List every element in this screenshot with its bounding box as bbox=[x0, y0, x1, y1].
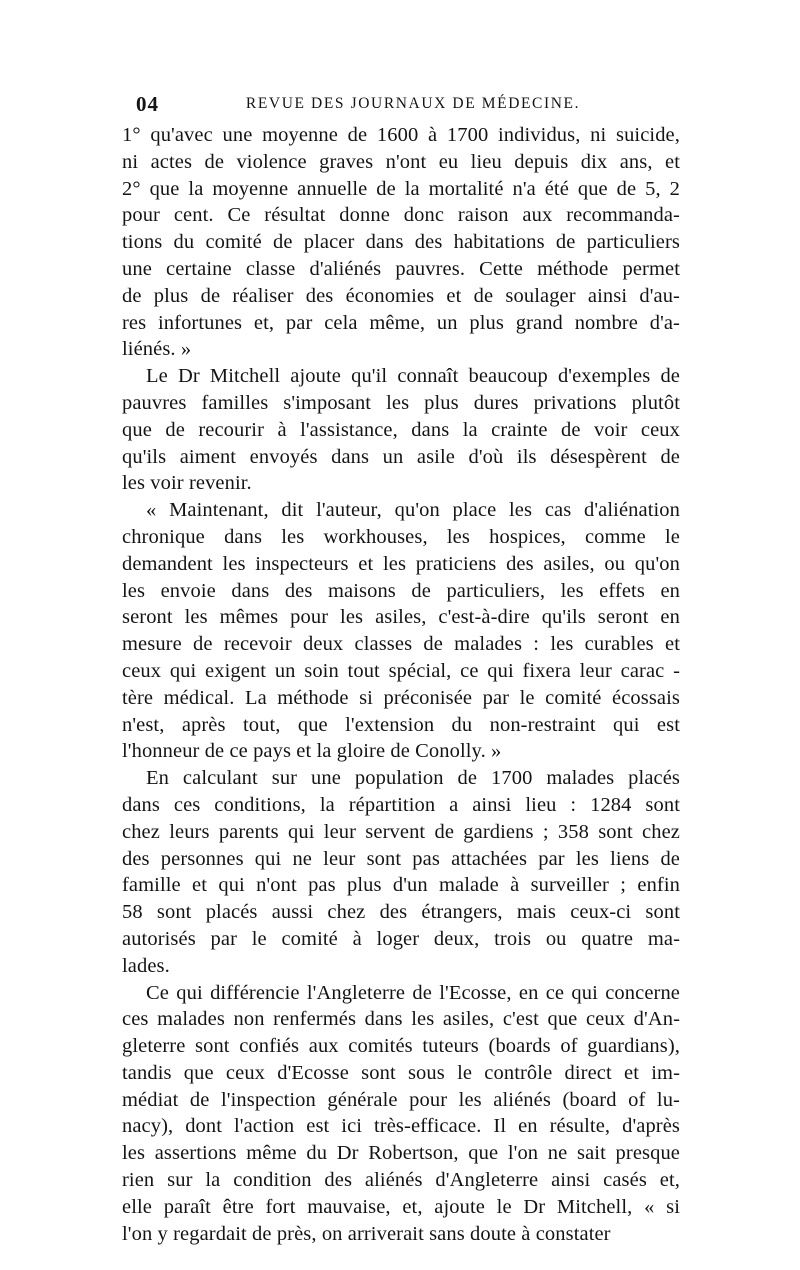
text-line: tions du comité de placer dans des habitations de particuliers bbox=[122, 231, 680, 254]
text-line: pauvres familles s'imposant les plus dures privations plutôt bbox=[122, 391, 680, 414]
text-line: lades. bbox=[122, 954, 170, 977]
text-line: tère médical. La méthode si préconisée par le comité écossais bbox=[122, 686, 680, 709]
page-number: 04 bbox=[136, 92, 159, 116]
text-line: ni actes de violence graves n'ont eu lieu depuis dix ans, et bbox=[122, 150, 680, 173]
text-line: dans ces conditions, la répartition a ainsi lieu : 1284 sont bbox=[122, 793, 680, 816]
text-line: elle paraît être fort mauvaise, et, ajoute le Dr Mitchell, « si bbox=[122, 1195, 680, 1218]
text-line: chronique dans les workhouses, les hospices, comme le bbox=[122, 525, 680, 548]
text-line: l'honneur de ce pays et la gloire de Conolly. » bbox=[122, 740, 502, 763]
text-line: les voir revenir. bbox=[122, 472, 252, 495]
text-line: 58 sont placés aussi chez des étrangers, mais ceux-ci sont bbox=[122, 901, 680, 924]
text-line: seront les mêmes pour les asiles, c'est-à-dire qu'ils seront en bbox=[122, 606, 680, 629]
paragraph-2 bbox=[122, 363, 680, 497]
text-line: les assertions même du Dr Robertson, que l'on ne sait presque bbox=[122, 1142, 680, 1165]
text-line: ceux qui exigent un soin tout spécial, ce qui fixera leur carac - bbox=[122, 659, 680, 682]
text-line: que de recourir à l'assistance, dans la crainte de voir ceux bbox=[122, 418, 680, 441]
text-line: Ce qui différencie l'Angleterre de l'Ecosse, en ce qui concerne bbox=[146, 981, 680, 1004]
text-line: des personnes qui ne leur sont pas attachées par les liens de bbox=[122, 847, 680, 870]
text-line: de plus de réaliser des économies et de soulager ainsi d'au- bbox=[122, 284, 680, 307]
text-line: une certaine classe d'aliénés pauvres. Cette méthode permet bbox=[122, 257, 680, 280]
paragraph-3 bbox=[122, 497, 680, 765]
text-line: 1° qu'avec une moyenne de 1600 à 1700 individus, ni suicide, bbox=[122, 124, 680, 146]
text-line: res infortunes et, par cela même, un plus grand nombre d'a- bbox=[122, 311, 680, 334]
text-line: gleterre sont confiés aux comités tuteurs (boards of guardians), bbox=[122, 1035, 680, 1058]
text-line: mesure de recevoir deux classes de malades : les curables et bbox=[122, 633, 680, 656]
text-line: qu'ils aiment envoyés dans un asile d'où ils désespèrent de bbox=[122, 445, 680, 468]
text-line: En calculant sur une population de 1700 malades placés bbox=[146, 767, 680, 790]
text-line: chez leurs parents qui leur servent de gardiens ; 358 sont chez bbox=[122, 820, 680, 843]
text-line: l'on y regardait de près, on arriverait sans doute à constater bbox=[122, 1222, 611, 1245]
text-line: autorisés par le comité à loger deux, trois ou quatre ma- bbox=[122, 927, 680, 950]
body-text bbox=[122, 122, 680, 1247]
text-line: liénés. » bbox=[122, 338, 192, 361]
text-line: famille et qui n'ont pas plus d'un malade à surveiller ; enfin bbox=[122, 874, 680, 897]
paragraph-4 bbox=[122, 765, 680, 979]
text-line: ces malades non renfermés dans les asiles, c'est que ceux d'An- bbox=[122, 1008, 680, 1031]
text-line: « Maintenant, dit l'auteur, qu'on place les cas d'aliénation bbox=[146, 499, 680, 522]
text-line: pour cent. Ce résultat donne donc raison aux recommanda- bbox=[122, 204, 680, 227]
paragraph-5 bbox=[122, 980, 680, 1248]
text-line: 2° que la moyenne annuelle de la mortalité n'a été que de 5, 2 bbox=[122, 177, 680, 200]
text-line: médiat de l'inspection générale pour les aliénés (board of lu- bbox=[122, 1088, 680, 1111]
paragraph-1 bbox=[122, 122, 680, 363]
text-line: Le Dr Mitchell ajoute qu'il connaît beaucoup d'exemples de bbox=[146, 365, 680, 388]
running-head bbox=[122, 92, 680, 122]
text-line: nacy), dont l'action est ici très-efficace. Il en résulte, d'après bbox=[122, 1115, 680, 1138]
text-line: n'est, après tout, que l'extension du non-restraint qui est bbox=[122, 713, 680, 736]
running-title: REVUE DES JOURNAUX DE MÉDECINE. bbox=[245, 95, 581, 112]
text-line: rien sur la condition des aliénés d'Angleterre ainsi casés et, bbox=[122, 1169, 680, 1192]
text-line: tandis que ceux d'Ecosse sont sous le contrôle direct et im- bbox=[122, 1061, 680, 1084]
text-line: demandent les inspecteurs et les praticiens des asiles, ou qu'on bbox=[122, 552, 680, 575]
text-line: les envoie dans des maisons de particuliers, les effets en bbox=[122, 579, 680, 602]
